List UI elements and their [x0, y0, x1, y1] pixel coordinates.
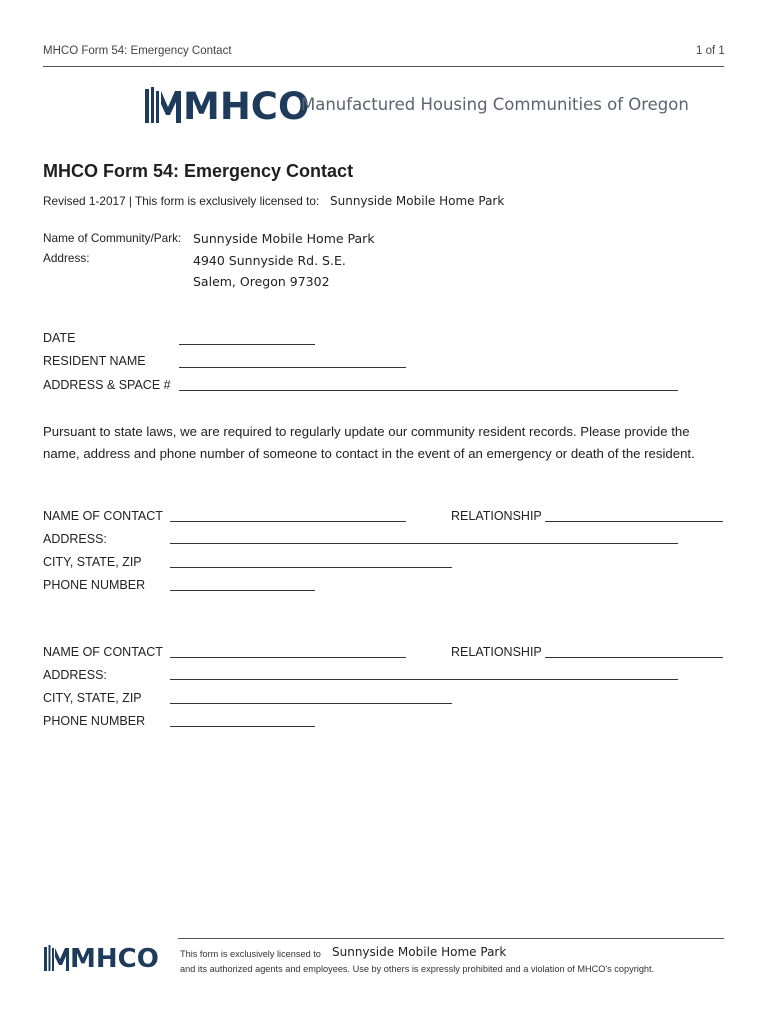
contact1-phone-field[interactable]: [170, 590, 315, 591]
licensee-name: Sunnyside Mobile Home Park: [330, 194, 505, 208]
footer-licensed-label: This form is exclusively licensed to: [180, 949, 321, 959]
contact1-address-label: ADDRESS:: [43, 532, 107, 546]
contact2-phone-field[interactable]: [170, 726, 315, 727]
contact2-city-field[interactable]: [170, 703, 452, 704]
contact1-relationship-label: RELATIONSHIP: [451, 509, 542, 523]
resident-name-label: RESIDENT NAME: [43, 354, 146, 368]
address-label: Address:: [43, 251, 90, 265]
date-label: DATE: [43, 331, 76, 345]
address-line1: 4940 Sunnyside Rd. S.E.: [193, 253, 346, 268]
address-line2: Salem, Oregon 97302: [193, 274, 330, 289]
mhco-logo: [143, 85, 310, 128]
footer-divider: [178, 938, 724, 939]
community-label: Name of Community/Park:: [43, 231, 182, 245]
logo-wordmark: MHCO: [183, 85, 310, 128]
community-value: Sunnyside Mobile Home Park: [193, 231, 375, 246]
page-number: 1 of 1: [696, 45, 725, 57]
header-divider: [43, 66, 724, 67]
footer-logo: [43, 944, 159, 974]
contact1-city-field[interactable]: [170, 567, 452, 568]
contact2-relationship-label: RELATIONSHIP: [451, 645, 542, 659]
contact2-name-field[interactable]: [170, 657, 406, 658]
contact1-relationship-field[interactable]: [545, 521, 723, 522]
footer-logo-wordmark: MHCO: [70, 944, 159, 974]
contact1-name-label: NAME OF CONTACT: [43, 509, 163, 523]
footer-licensee: Sunnyside Mobile Home Park: [332, 945, 507, 959]
contact2-city-label: CITY, STATE, ZIP: [43, 691, 142, 705]
date-field[interactable]: [179, 344, 315, 345]
contact1-phone-label: PHONE NUMBER: [43, 578, 146, 592]
contact2-address-field[interactable]: [170, 679, 678, 680]
logo-tagline: Manufactured Housing Communities of Oregon: [301, 95, 689, 114]
instructions-paragraph: Pursuant to state laws, we are required to regularly update our community resident records. Please provide the name, address and phone number of someone to contact in the event of an emergency or death of the resident.: [43, 424, 695, 461]
contact2-relationship-field[interactable]: [545, 657, 723, 658]
header-title: MHCO Form 54: Emergency Contact: [43, 45, 232, 57]
revised-label: Revised 1-2017 | This form is exclusively licensed to:: [43, 194, 320, 208]
contact2-phone-label: PHONE NUMBER: [43, 714, 146, 728]
footer-notice: and its authorized agents and employees. Use by others is expressly prohibited and a violation of MHCO's copyright.: [180, 964, 655, 974]
contact1-name-field[interactable]: [170, 521, 406, 522]
contact1-address-field[interactable]: [170, 543, 678, 544]
address-space-field[interactable]: [179, 390, 678, 391]
form-title: MHCO Form 54: Emergency Contact: [43, 161, 354, 181]
contact1-city-label: CITY, STATE, ZIP: [43, 555, 142, 569]
contact2-name-label: NAME OF CONTACT: [43, 645, 163, 659]
address-space-label: ADDRESS & SPACE #: [43, 378, 171, 392]
contact2-address-label: ADDRESS:: [43, 668, 107, 682]
resident-name-field[interactable]: [179, 367, 406, 368]
